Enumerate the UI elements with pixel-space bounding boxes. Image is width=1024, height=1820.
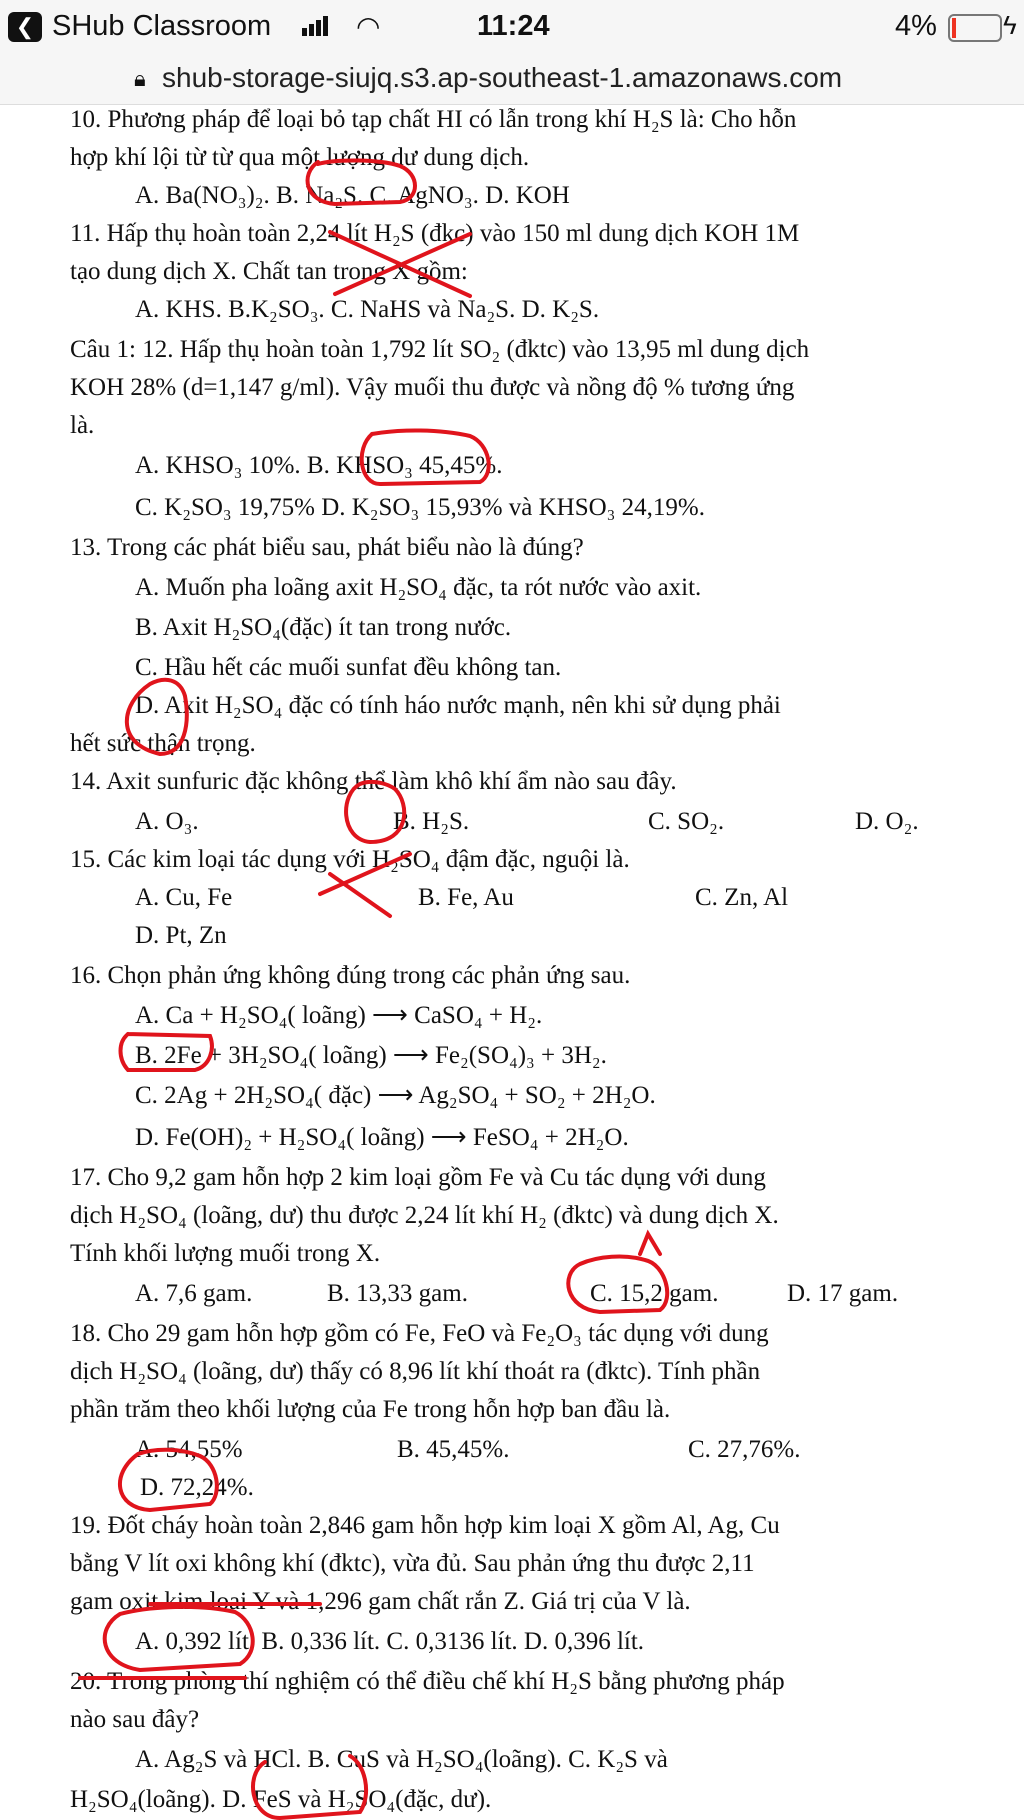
- q17-option-d: D. 17 gam.: [787, 1280, 899, 1307]
- q11-options: A. KHS. B.K₂SO₃. C. NaHS và Na₂S. D. K₂S.: [135, 296, 600, 323]
- q16-option-d: D. Fe(OH)₂ + H₂SO₄( loãng) ⟶ FeSO₄ + 2H₂O.: [135, 1124, 629, 1151]
- back-app-label[interactable]: SHub Classroom: [52, 10, 272, 42]
- q17-option-a: A. 7,6 gam.: [135, 1280, 253, 1307]
- lock-icon: 🔒︎: [134, 66, 146, 91]
- tick-q17-c: [640, 1234, 660, 1254]
- circle-q18-d: [120, 1450, 217, 1510]
- q18-option-c: C. 27,76%.: [688, 1436, 801, 1463]
- cross-q15-1: [320, 854, 410, 894]
- q15-option-c: C. Zn, Al: [695, 884, 789, 911]
- q19-line1: 19. Đốt cháy hoàn toàn 2,846 gam hỗn hợp kim loại X gồm Al, Ag, Cu: [70, 1512, 780, 1539]
- document-page: [0, 104, 1024, 1820]
- q13-option-d: D. Axit H₂SO₄ đặc có tính háo nước mạnh, nên khi sử dụng phải: [135, 692, 781, 719]
- q19-line3: gam oxit kim loại Y và 1,296 gam chất rắn Z. Giá trị của V là.: [70, 1588, 691, 1615]
- back-icon[interactable]: ❮: [8, 12, 42, 42]
- circle-q12-b: [362, 430, 489, 484]
- charging-icon: ϟ: [1003, 10, 1017, 40]
- clock: 11:24: [477, 10, 550, 42]
- wifi-icon: ◠: [356, 11, 381, 42]
- q20-options-abc: A. Ag₂S và HCl. B. CuS và H₂SO₄(loãng). C. K₂S và: [135, 1746, 668, 1773]
- q20-line1: 20. Trong phòng thí nghiệm có thể điều chế khí H₂S bằng phương pháp: [70, 1668, 785, 1695]
- q11-line2: tạo dung dịch X. Chất tan trong X gồm:: [70, 258, 468, 285]
- cross-q15-2: [330, 874, 390, 916]
- q18-line2: dịch H₂SO₄ (loãng, dư) thấy có 8,96 lít khí thoát ra (đktc). Tính phần: [70, 1358, 761, 1385]
- q17-line3: Tính khối lượng muối trong X.: [70, 1240, 381, 1267]
- q16-option-b: B. 2Fe + 3H₂SO₄( loãng) ⟶ Fe₂(SO₄)₃ + 3H₂.: [135, 1042, 607, 1069]
- q12-line2: KOH 28% (d=1,147 g/ml). Vậy muối thu được và nồng độ % tương ứng: [70, 374, 795, 401]
- q17-line1: 17. Cho 9,2 gam hỗn hợp 2 kim loại gồm Fe và Cu tác dụng với dung: [70, 1164, 766, 1191]
- q17-line2: dịch H₂SO₄ (loãng, dư) thu được 2,24 lít khí H₂ (đktc) và dung dịch X.: [70, 1202, 779, 1229]
- q18-option-d: D. 72,24%.: [140, 1474, 254, 1501]
- q16-option-c: C. 2Ag + 2H₂SO₄( đặc) ⟶ Ag₂SO₄ + SO₂ + 2H₂O.: [135, 1082, 656, 1109]
- q16-option-a: A. Ca + H₂SO₄( loãng) ⟶ CaSO₄ + H₂.: [135, 1002, 543, 1029]
- q15-line1: 15. Các kim loại tác dụng với H₂SO₄ đậm đặc, nguội là.: [70, 846, 630, 873]
- circle-q20-d: [253, 1756, 366, 1818]
- q13-option-b: B. Axit H₂SO₄(đặc) ít tan trong nước.: [135, 614, 512, 641]
- q15-option-d: D. Pt, Zn: [135, 922, 227, 949]
- q16-line1: 16. Chọn phản ứng không đúng trong các phản ứng sau.: [70, 962, 631, 989]
- q10-line1: 10. Phương pháp để loại bỏ tạp chất HI có lẫn trong khí H₂S là: Cho hỗn: [70, 106, 797, 133]
- q13-option-c: C. Hầu hết các muối sunfat đều không tan.: [135, 654, 562, 681]
- q12-line3: là.: [70, 412, 95, 439]
- q10-line2: hợp khí lội từ từ qua một lượng dư dung dịch.: [70, 144, 530, 171]
- q20-options-cd: H₂SO₄(loãng). D. FeS và H₂SO₄(đặc, dư).: [70, 1786, 492, 1813]
- signal-icon: [302, 16, 330, 36]
- q13-option-d-cont: hết sức thận trọng.: [70, 730, 256, 757]
- q19-options: A. 0,392 lít. B. 0,336 lít. C. 0,3136 lít. D. 0,396 lít.: [135, 1628, 645, 1655]
- q17-option-b: B. 13,33 gam.: [327, 1280, 468, 1307]
- url-text[interactable]: shub-storage-siujq.s3.ap-southeast-1.amazonaws.com: [162, 62, 843, 93]
- q18-option-a: A. 54,55%: [135, 1436, 243, 1463]
- q17-option-c: C. 15,2 gam.: [590, 1280, 719, 1307]
- circle-q10-b: [308, 160, 415, 204]
- q12-option-ab: A. KHSO₃ 10%. B. KHSO₃ 45,45%.: [135, 452, 503, 479]
- q13-line1: 13. Trong các phát biểu sau, phát biểu nào là đúng?: [70, 534, 584, 561]
- q14-option-d: D. O₂.: [855, 808, 919, 835]
- handwritten-marks: [0, 104, 1024, 1820]
- q12-option-cd: C. K₂SO₃ 19,75% D. K₂SO₃ 15,93% và KHSO₃ 24,19%.: [135, 494, 705, 521]
- circle-q16-b: [121, 1034, 212, 1070]
- circle-q19-a: [105, 1607, 253, 1670]
- address-bar[interactable]: [0, 54, 1024, 105]
- q12-line1: Câu 1: 12. Hấp thụ hoàn toàn 1,792 lít SO₂ (đktc) vào 13,95 ml dung dịch: [70, 336, 810, 363]
- q10-options: A. Ba(NO₃)₂. B. Na₂S. C. AgNO₃. D. KOH: [135, 182, 570, 209]
- q15-option-a: A. Cu, Fe: [135, 884, 233, 911]
- q11-line1: 11. Hấp thụ hoàn toàn 2,24 lít H₂S (đkc) vào 150 ml dung dịch KOH 1M: [70, 220, 800, 247]
- q14-option-b: B. H₂S.: [393, 808, 470, 835]
- battery-icon: [948, 14, 1002, 42]
- circle-q13-d: [127, 680, 187, 754]
- circle-q14-b: [346, 782, 404, 842]
- q18-option-b: B. 45,45%.: [397, 1436, 510, 1463]
- circle-q17-c: [568, 1257, 667, 1312]
- q20-line2: nào sau đây?: [70, 1706, 200, 1733]
- q14-option-c: C. SO₂.: [648, 808, 725, 835]
- battery-percent: 4%: [895, 10, 937, 42]
- q18-line1: 18. Cho 29 gam hỗn hợp gồm có Fe, FeO và Fe₂O₃ tác dụng với dung: [70, 1320, 769, 1347]
- q14-line1: 14. Axit sunfuric đặc không thể làm khô khí ẩm nào sau đây.: [70, 768, 677, 795]
- status-bar: [0, 0, 1024, 54]
- q13-option-a: A. Muốn pha loãng axit H₂SO₄ đặc, ta rót nước vào axit.: [135, 574, 702, 601]
- q15-option-b: B. Fe, Au: [418, 884, 514, 911]
- q18-line3: phần trăm theo khối lượng của Fe trong hỗn hợp ban đầu là.: [70, 1396, 671, 1423]
- q14-option-a: A. O₃.: [135, 808, 199, 835]
- q19-line2: bằng V lít oxi không khí (đktc), vừa đủ. Sau phản ứng thu được 2,11: [70, 1550, 755, 1577]
